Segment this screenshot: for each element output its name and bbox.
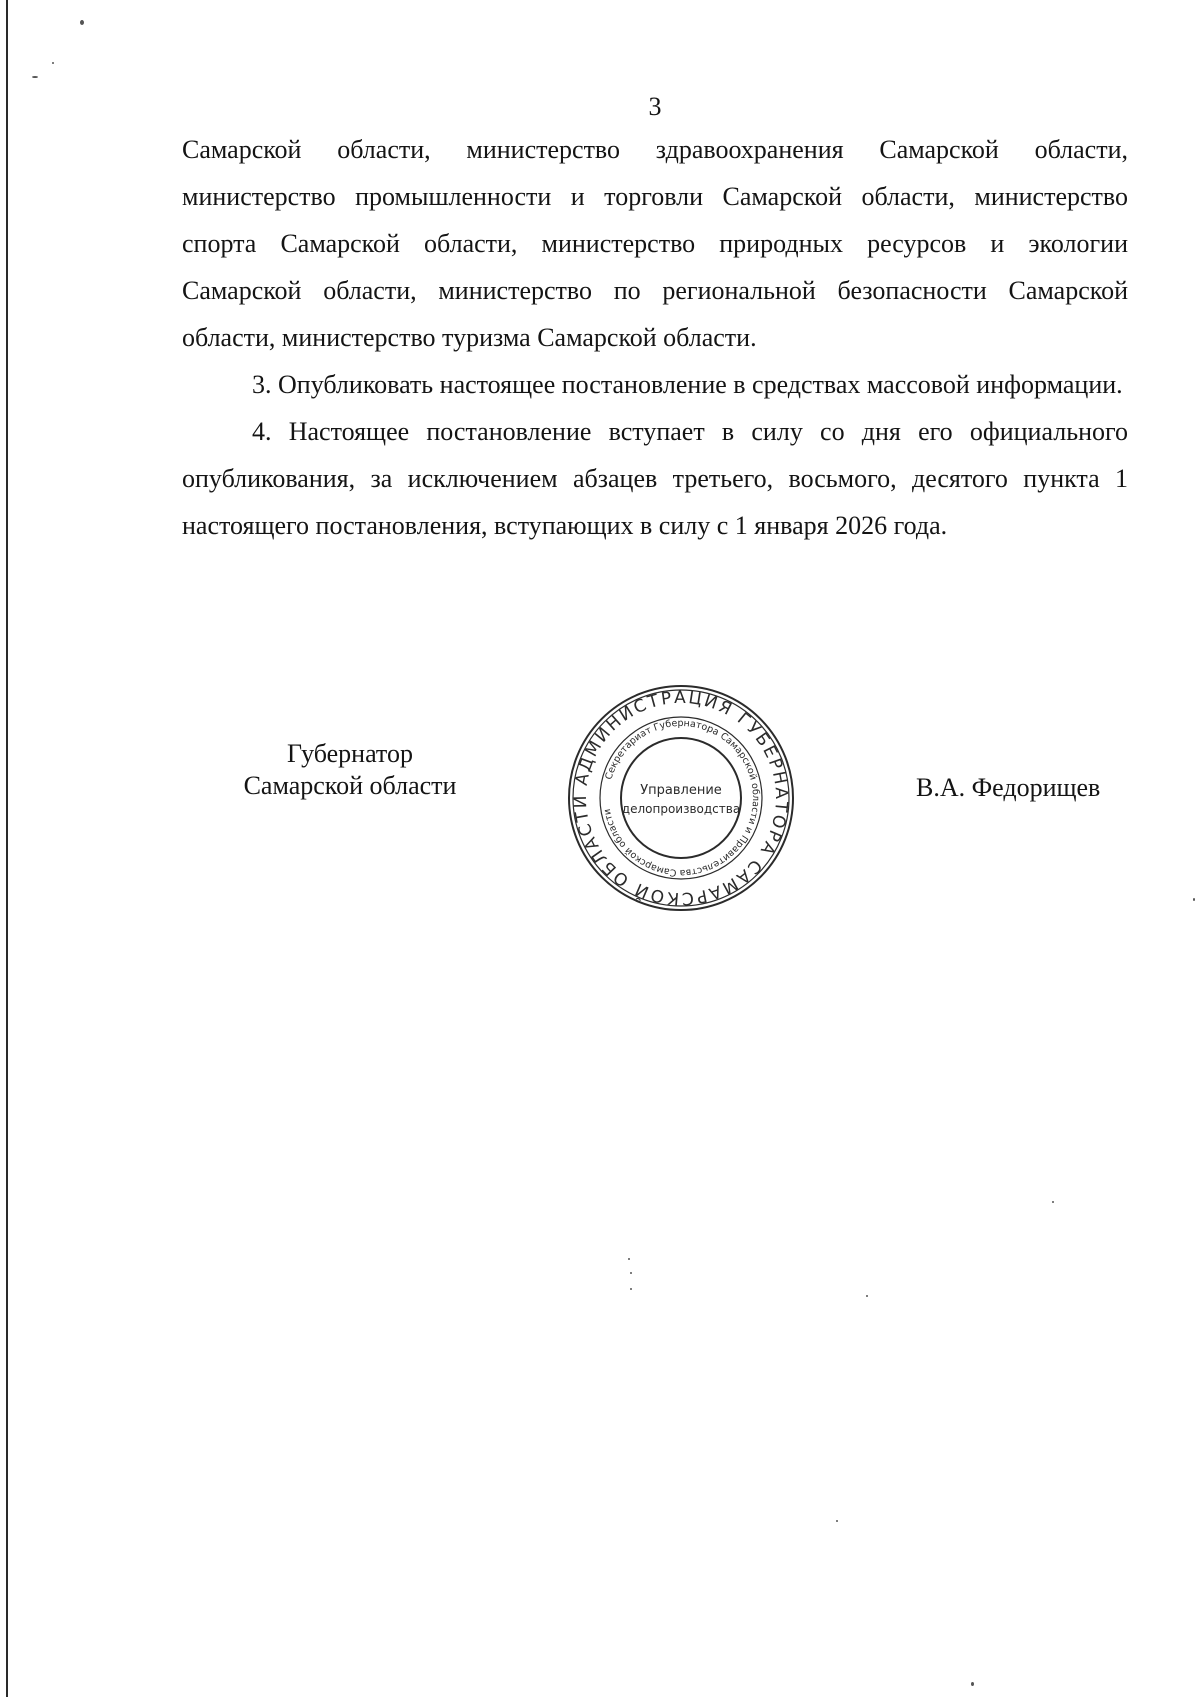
signature-position-line2: Самарской области bbox=[243, 771, 457, 800]
signature-position bbox=[210, 738, 490, 802]
scan-speck bbox=[866, 1295, 868, 1297]
scan-speck bbox=[630, 1288, 632, 1290]
paragraph-item-3: 3. Опубликовать настоящее постановление в средствах массовой информации. bbox=[252, 370, 1123, 399]
seal-center-line1: Управление bbox=[640, 783, 722, 798]
seal-outer-ring-text: АДМИНИСТРАЦИЯ ГУБЕРНАТОРА САМАРСКОЙ ОБЛАСТИ bbox=[570, 687, 792, 909]
scan-speck bbox=[836, 1520, 838, 1522]
scan-speck bbox=[80, 20, 84, 25]
scan-speck bbox=[630, 1272, 632, 1274]
scan-speck bbox=[1052, 1201, 1054, 1203]
paragraph-item-4: 4. Настоящее постановление вступает в силу со дня его официального опубликования, за исключением абзацев третьего, восьмого, десятого пункта 1 настоящего постановления, вступающих в силу с 1 января 2026 года. bbox=[182, 417, 1128, 540]
seal-center-line2: делопроизводства bbox=[621, 802, 741, 816]
official-seal bbox=[566, 683, 796, 913]
scan-speck bbox=[1193, 898, 1195, 901]
scan-speck bbox=[628, 1258, 630, 1260]
scan-speck bbox=[971, 1682, 974, 1686]
signature-position-line1: Губернатор bbox=[287, 739, 413, 768]
seal-inner-ring-text: Секретариат Губернатора Самарской области и Правительства Самарской области bbox=[601, 717, 762, 879]
paragraph-continuation: Самарской области, министерство здравоохранения Самарской области, министерство промышленности и торговли Самарской области, министерство спорта Самарской области, министерство природных ресурсов и экологии Самарской области, министерство по региональной безопасности Самарской области, министерство туризма Самарской области. bbox=[182, 135, 1128, 352]
scan-edge-line bbox=[6, 0, 8, 1697]
signatory-name: В.А. Федорищев bbox=[916, 773, 1101, 802]
body-text bbox=[182, 126, 1128, 549]
page-number: 3 bbox=[648, 92, 662, 121]
scan-speck bbox=[32, 76, 38, 78]
scan-speck bbox=[52, 62, 54, 64]
